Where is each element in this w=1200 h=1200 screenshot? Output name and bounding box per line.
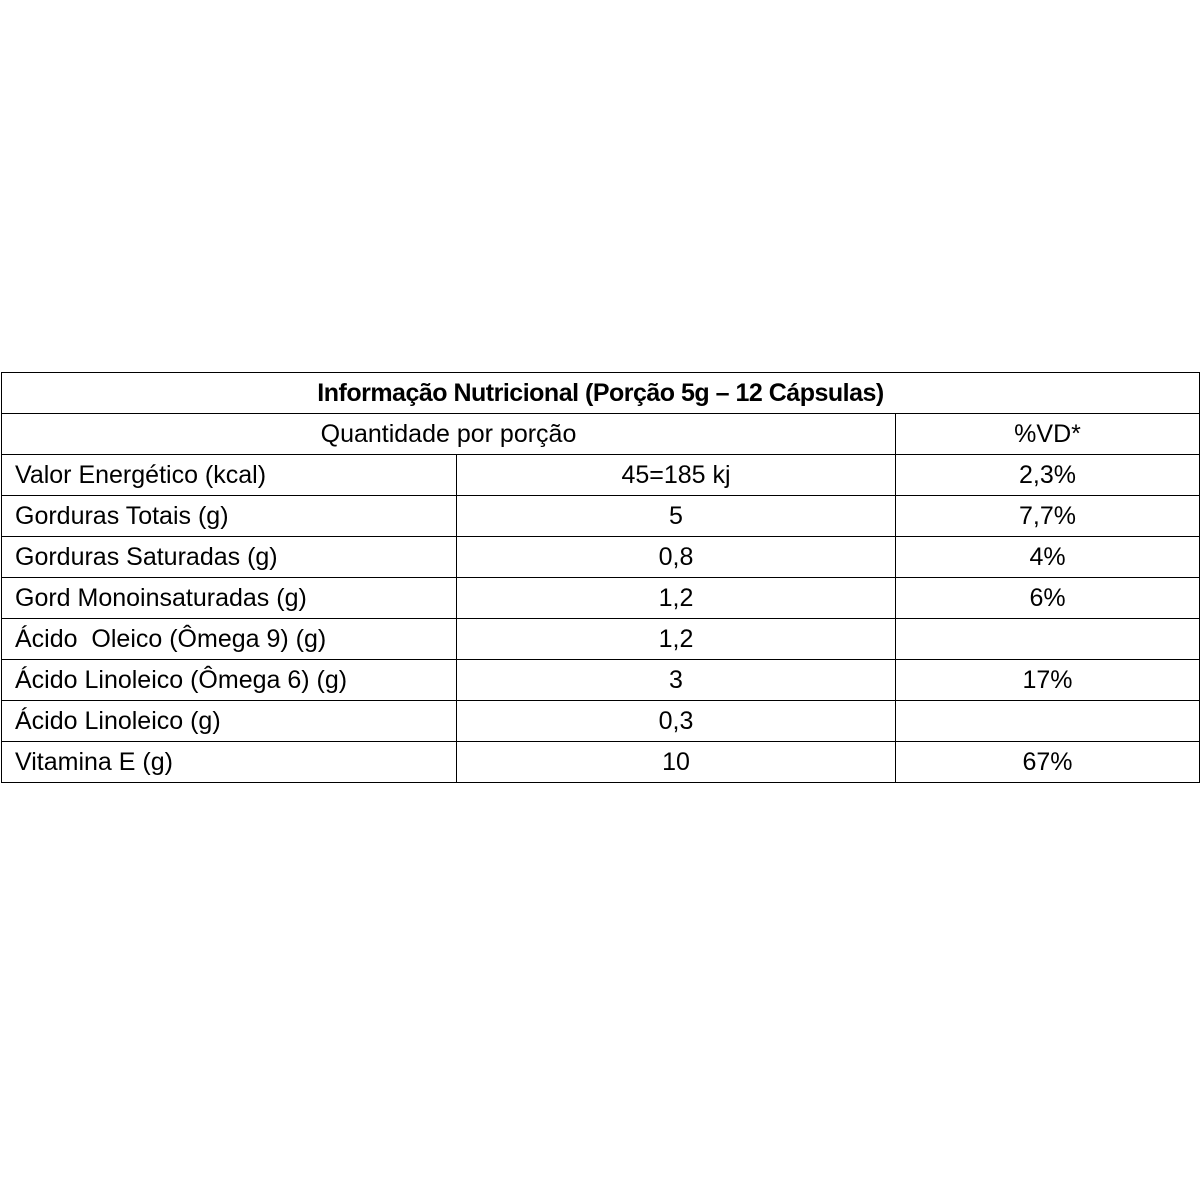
nutrient-daily-value: 67% <box>896 742 1200 783</box>
nutrient-name: Gord Monoinsaturadas (g) <box>2 578 457 619</box>
nutrient-name: Ácido Oleico (Ômega 9) (g) <box>2 619 457 660</box>
nutrient-daily-value <box>896 701 1200 742</box>
table-row <box>2 742 1200 783</box>
table-row <box>2 660 1200 701</box>
nutrient-name: Vitamina E (g) <box>2 742 457 783</box>
daily-value-header: %VD* <box>896 414 1200 455</box>
quantity-per-serving-header: Quantidade por porção <box>2 414 896 455</box>
table-title: Informação Nutricional (Porção 5g – 12 Cápsulas) <box>2 373 1200 414</box>
table-row <box>2 578 1200 619</box>
nutrient-amount: 10 <box>457 742 896 783</box>
table-row <box>2 496 1200 537</box>
nutrient-name: Ácido Linoleico (Ômega 6) (g) <box>2 660 457 701</box>
nutrient-amount: 45=185 kj <box>457 455 896 496</box>
table-row <box>2 701 1200 742</box>
nutrient-daily-value: 2,3% <box>896 455 1200 496</box>
nutrient-amount: 3 <box>457 660 896 701</box>
nutrient-amount: 5 <box>457 496 896 537</box>
nutrient-name: Gorduras Saturadas (g) <box>2 537 457 578</box>
nutrient-daily-value <box>896 619 1200 660</box>
header-row <box>2 414 1200 455</box>
nutrient-name: Valor Energético (kcal) <box>2 455 457 496</box>
nutrient-daily-value: 6% <box>896 578 1200 619</box>
table-row <box>2 619 1200 660</box>
nutrient-daily-value: 7,7% <box>896 496 1200 537</box>
title-row <box>2 373 1200 414</box>
nutrient-amount: 0,3 <box>457 701 896 742</box>
nutrient-daily-value: 17% <box>896 660 1200 701</box>
nutrient-daily-value: 4% <box>896 537 1200 578</box>
nutrition-facts-table <box>1 372 1200 783</box>
nutrient-amount: 1,2 <box>457 619 896 660</box>
table-row <box>2 537 1200 578</box>
nutrient-amount: 0,8 <box>457 537 896 578</box>
nutrient-name: Ácido Linoleico (g) <box>2 701 457 742</box>
nutrient-amount: 1,2 <box>457 578 896 619</box>
table-row <box>2 455 1200 496</box>
nutrient-name: Gorduras Totais (g) <box>2 496 457 537</box>
